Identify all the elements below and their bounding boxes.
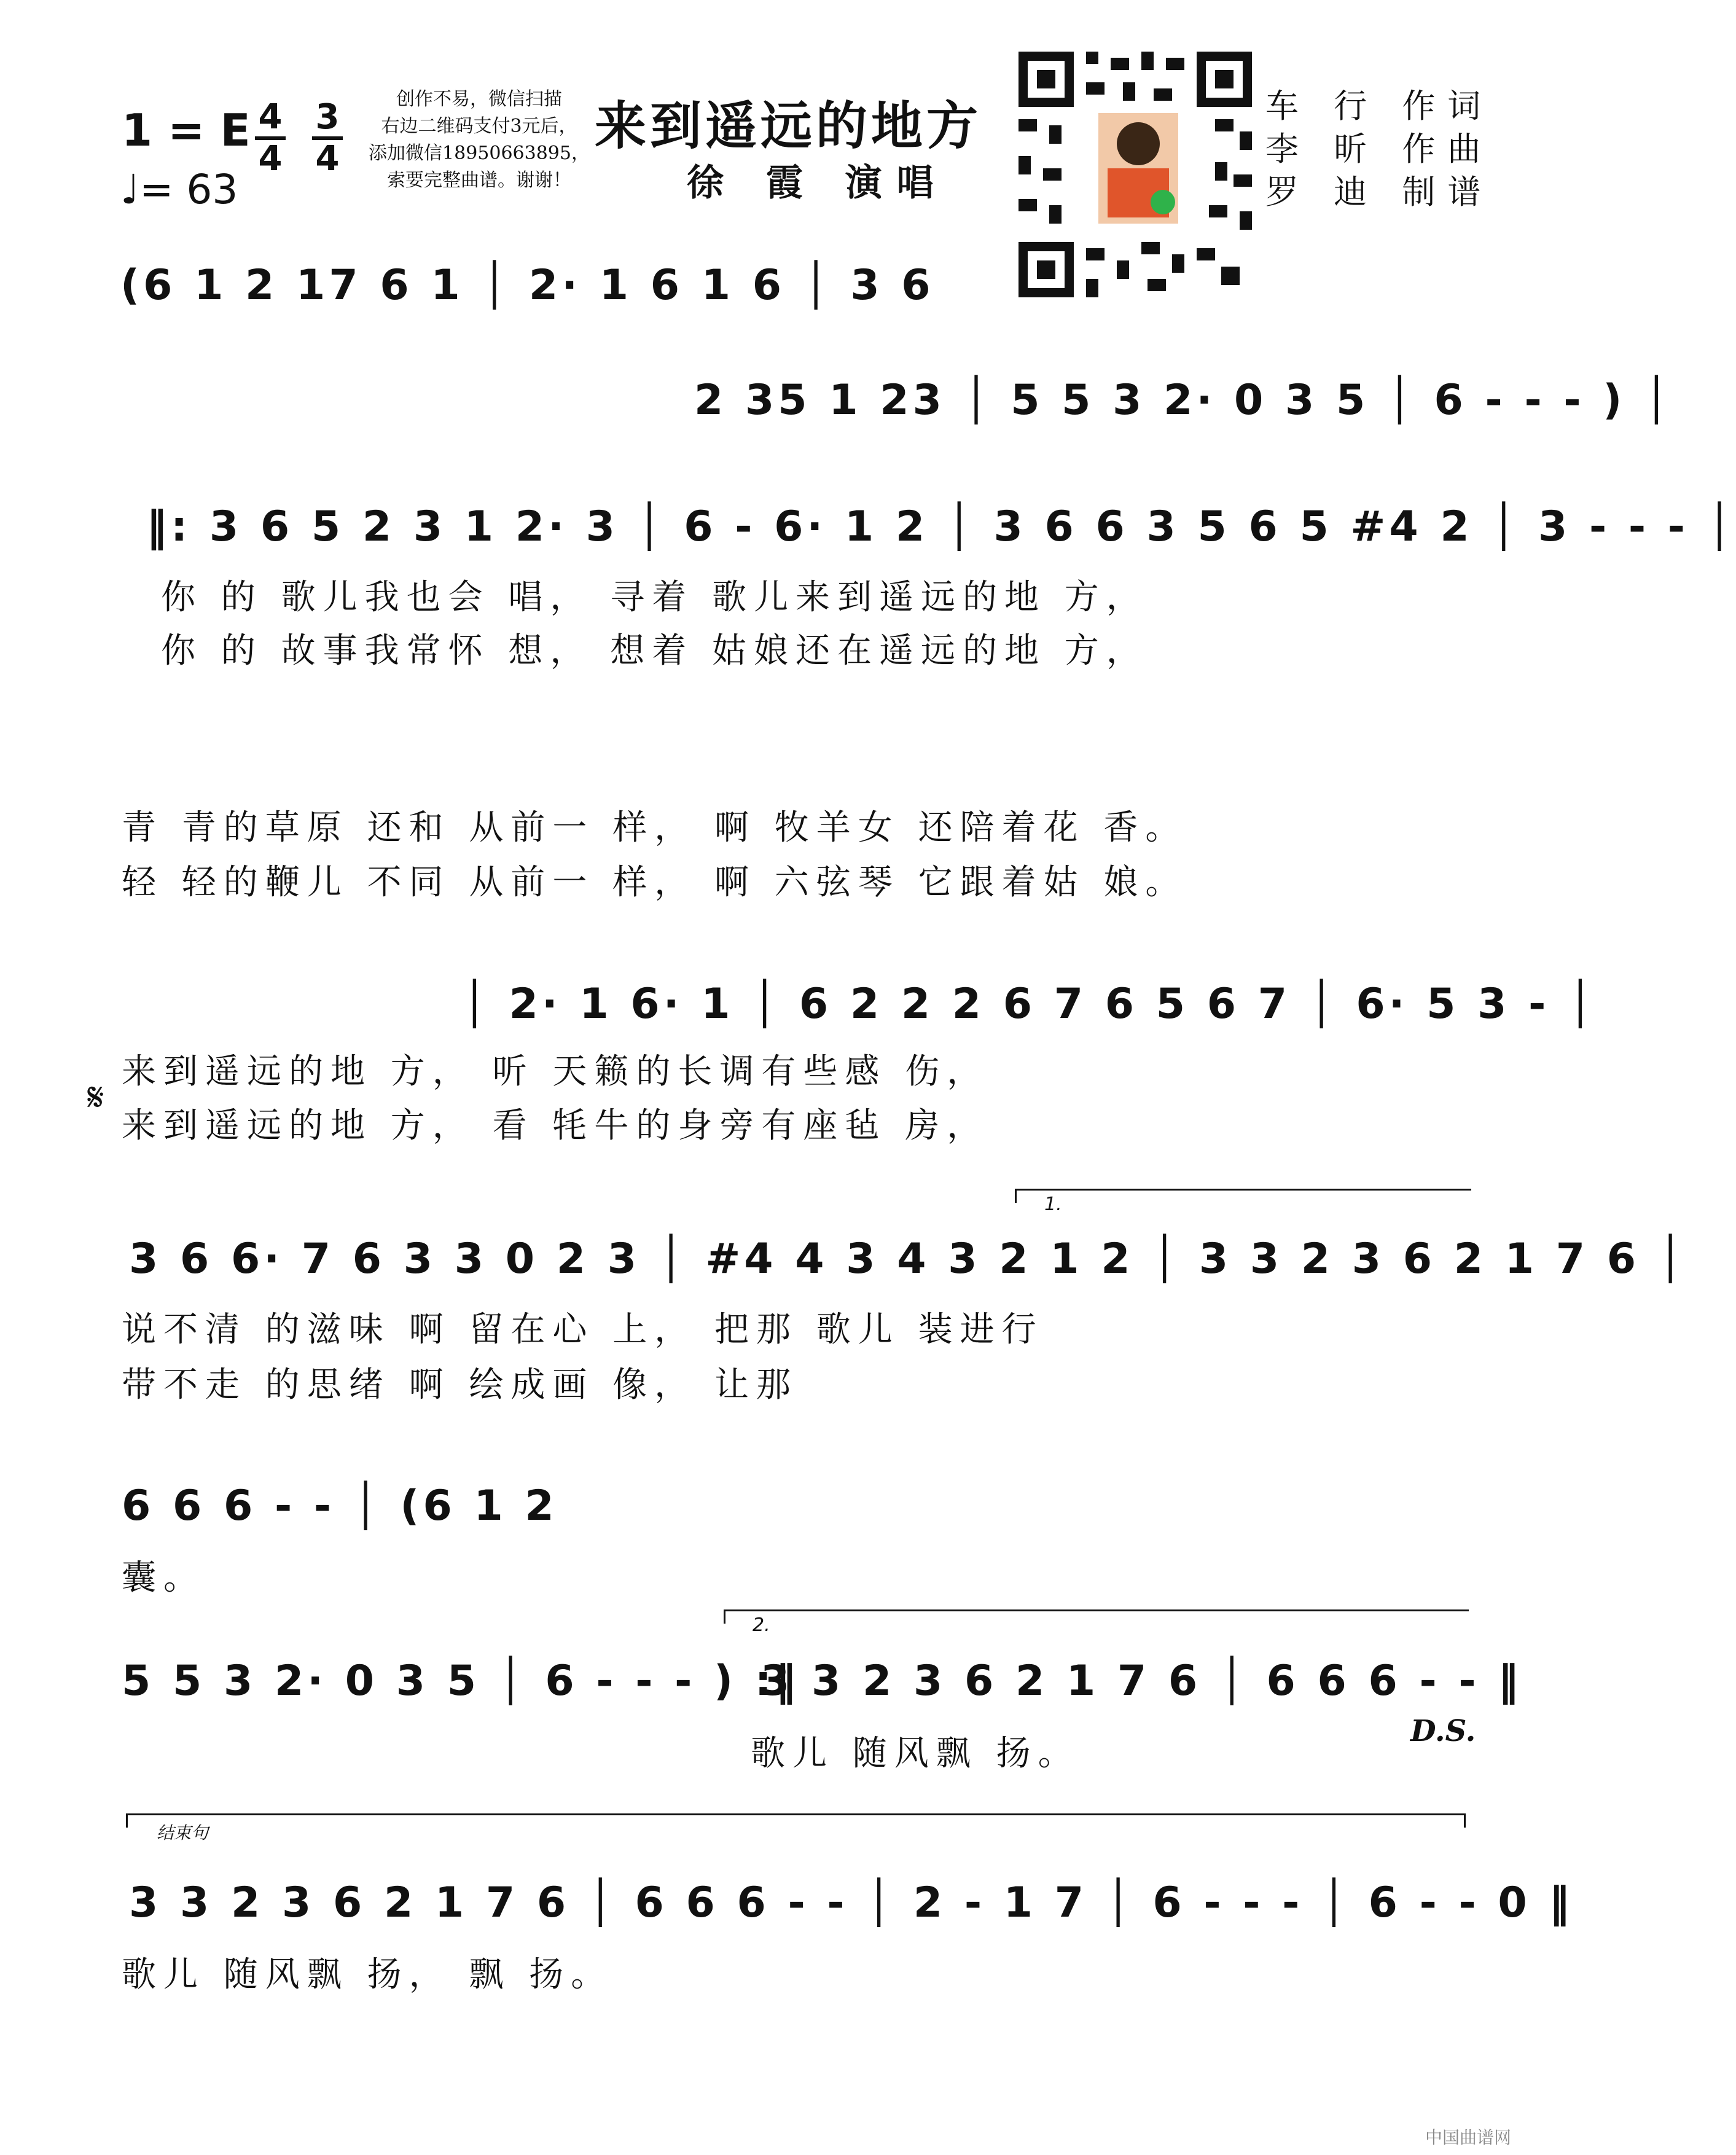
composer-credit: 李 昕 作曲 bbox=[1265, 130, 1493, 168]
notice-line: 右边二维码支付3元后， bbox=[381, 115, 577, 137]
qr-code-icon bbox=[1012, 45, 1258, 303]
notation-line-7: 6 6 6 - - │ (6 1 2 bbox=[122, 1482, 558, 1530]
lyrics-line-4a: 青 青的草原 还和 从前一 样， 啊 牧羊女 还陪着花 香。 bbox=[122, 808, 1187, 848]
lyrics-line-5b: 来到遥远的地 方， 看 牦牛的身旁有座毡 房， bbox=[122, 1106, 989, 1146]
lyrics-line-9: 歌儿 随风飘 扬， 飘 扬。 bbox=[122, 1955, 613, 1995]
transcriber-credit: 罗 迪 制谱 bbox=[1265, 173, 1493, 211]
notation-line-8a: 5 5 3 2· 0 3 5 │ 6 - - - ) :‖ bbox=[122, 1657, 800, 1705]
volta-2-label: 2. bbox=[753, 1614, 770, 1636]
lyrics-line-6b: 带不走 的思绪 啊 绘成画 像， 让那 bbox=[122, 1365, 799, 1405]
notice-text bbox=[369, 86, 590, 194]
notation-line-5: │ 2· 1 6· 1 │ 6 2 2 2 6 7 6 5 6 7 │ 6· 5 3 - │ bbox=[462, 980, 1597, 1028]
notation-line-2: 2 35 1 23 │ 5 5 3 2· 0 3 5 │ 6 - - - ) │ bbox=[694, 376, 1673, 424]
notation-line-8b: 3 3 2 3 6 2 1 7 6 │ 6 6 6 - - ‖ bbox=[760, 1657, 1523, 1705]
singer-credit: 徐 霞 演唱 bbox=[687, 162, 948, 205]
notice-line: 索要完整曲谱。谢谢！ bbox=[387, 170, 571, 191]
ending-label: 结束句 bbox=[157, 1823, 209, 1843]
key-signature: 1 = E bbox=[122, 104, 251, 156]
lyricist-credit: 车 行 作词 bbox=[1265, 87, 1493, 125]
ts2-bottom: 4 bbox=[315, 139, 340, 179]
lyrics-line-3a: 你 的 歌儿我也会 唱， 寻着 歌儿来到遥远的地 方， bbox=[161, 577, 1148, 617]
lyrics-line-6a: 说不清 的滋味 啊 留在心 上， 把那 歌儿 装进行 bbox=[122, 1310, 1044, 1350]
time-signature-4-4 bbox=[255, 97, 286, 179]
notation-line-9: 3 3 2 3 6 2 1 7 6 │ 6 6 6 - - │ 2 - 1 7 │ 6 - - - │ 6 - - 0 ‖ bbox=[129, 1879, 1574, 1927]
notation-line-3: ‖: 3 6 5 2 3 1 2· 3 │ 6 - 6· 1 2 │ 3 6 6 3 5 6 5 #4 2 │ 3 - - - │ bbox=[146, 503, 1736, 551]
site-watermark: 中国曲谱网 bbox=[1425, 2127, 1511, 2148]
lyrics-line-8: 歌儿 随风飘 扬。 bbox=[751, 1734, 1080, 1774]
lyrics-line-7: 囊。 bbox=[122, 1558, 205, 1598]
notation-line-6: 3 6 6· 7 6 3 3 0 2 3 │ #4 4 3 4 3 2 1 2 │ 3 3 2 3 6 2 1 7 6 │ bbox=[129, 1235, 1687, 1283]
notation-line-1: (6 1 2 17 6 1 │ 2· 1 6 1 6 │ 3 6 bbox=[120, 261, 934, 310]
ts1-bottom: 4 bbox=[258, 139, 283, 179]
tempo-marking: ♩= 63 bbox=[120, 166, 238, 213]
notice-line: 创作不易，微信扫描 bbox=[396, 88, 562, 110]
volta-1-bracket bbox=[1015, 1189, 1471, 1203]
ts2-top: 3 bbox=[315, 97, 340, 137]
volta-1-label: 1. bbox=[1044, 1194, 1062, 1215]
notice-line: 添加微信18950663895， bbox=[369, 143, 590, 164]
volta-2-bracket bbox=[724, 1609, 1469, 1624]
lyrics-line-4b: 轻 轻的鞭儿 不同 从前一 样， 啊 六弦琴 它跟着姑 娘。 bbox=[122, 862, 1187, 902]
song-title: 来到遥远的地方 bbox=[595, 95, 982, 156]
credits bbox=[1265, 85, 1493, 214]
ending-bracket bbox=[126, 1813, 1466, 1828]
ts1-top: 4 bbox=[258, 97, 283, 137]
lyrics-line-5a: 来到遥远的地 方， 听 天籁的长调有些感 伤， bbox=[122, 1052, 989, 1092]
dal-segno-mark: D.S. bbox=[1410, 1714, 1476, 1748]
segno-icon: 𝄋 bbox=[87, 1075, 104, 1121]
time-signature-3-4 bbox=[312, 97, 343, 179]
lyrics-line-3b: 你 的 故事我常怀 想， 想着 姑娘还在遥远的地 方， bbox=[161, 631, 1148, 671]
